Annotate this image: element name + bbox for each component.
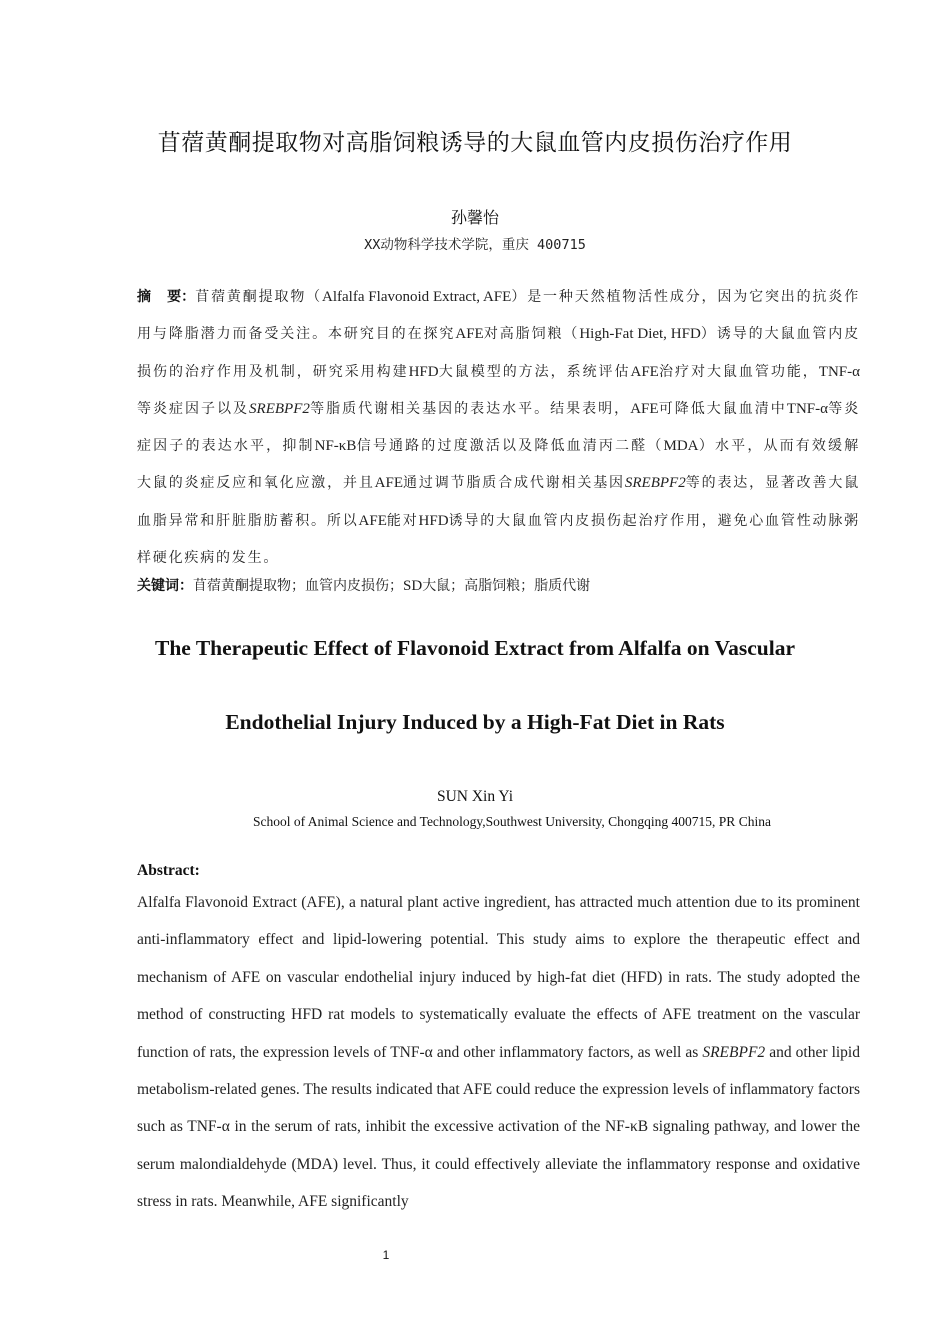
chinese-title: 苜蓿黄酮提取物对高脂饲粮诱导的大鼠血管内皮损伤治疗作用 [157, 130, 793, 156]
chinese-abstract-label: 摘 要： [137, 289, 196, 305]
english-abstract: Alfalfa Flavonoid Extract (AFE), a natural plant active ingredient, has attracted much attention due to its prominent anti-inflammatory effect and lipid-lowering potential. This study aims to explore the therapeutic effect and mechanism of AFE on vascular endothelial injury induced by high-fat diet (HFD) in rats. The study adopted the method of constructing HFD rat models to systematically evaluate the effects of AFE treatment on the vascular function of rats, the expression levels of TNF-α and other inflammatory factors, as well as SREBPF2 and other lipid metabolism-related genes. The results indicated that AFE could reduce the expression levels of inflammatory factors such as TNF-α in the serum of rats, inhibit the excessive activation of the NF-κB signaling pathway, and lower the serum malondialdehyde (MDA) level. Thus, it could effectively alleviate the inflammatory response and oxidative stress in rats. Meanwhile, AFE significantly [137, 894, 860, 1211]
english-author: SUN Xin Yi [436, 788, 514, 805]
english-abstract-label: Abstract: [137, 862, 200, 879]
chinese-keywords: 关键词：苜蓿黄酮提取物；血管内皮损伤；SD大鼠；高脂饲粮；脂质代谢 [137, 578, 591, 594]
english-title-line-2: Endothelial Injury Induced by a High-Fat Diet in Rats [225, 710, 725, 734]
chinese-abstract: 摘 要：苜蓿黄酮提取物（Alfalfa Flavonoid Extract, AFE）是一种天然植物活性成分，因为它突出的抗炎作用与降脂潜力而备受关注。本研究目的在探究AFE对高脂饲粮（High-Fat Diet, HFD）诱导的大鼠血管内皮损伤的治疗作用及机制，研究采用构建HFD大鼠模型的方法，系统评估AFE治疗对大鼠血管功能，TNF-α等炎症因子以及SREBPF2等脂质代谢相关基因的表达水平。结果表明，AFE可降低大鼠血清中TNF-α等炎症因子的表达水平，抑制NF-κB信号通路的过度激活以及降低血清丙二醛（MDA）水平，从而有效缓解大鼠的炎症反应和氧化应激，并且AFE通过调节脂质合成代谢相关基因SREBPF2等的表达，显著改善大鼠血脂异常和肝脏脂肪蓄积。所以AFE能对HFD诱导的大鼠血管内皮损伤起治疗作用，避免心血管性动脉粥样硬化疾病的发生。 [137, 289, 861, 567]
english-affiliation: School of Animal Science and Technology,Southwest University, Chongqing 400715, PR China [253, 814, 771, 829]
page-number: 1 [382, 1248, 390, 1262]
chinese-affiliation: XX动物科学技术学院，重庆 400715 [364, 237, 586, 253]
chinese-author: 孙馨怡 [450, 208, 499, 227]
keywords-label: 关键词： [137, 578, 193, 594]
english-title-line-1: The Therapeutic Effect of Flavonoid Extract from Alfalfa on Vascular [155, 636, 795, 660]
